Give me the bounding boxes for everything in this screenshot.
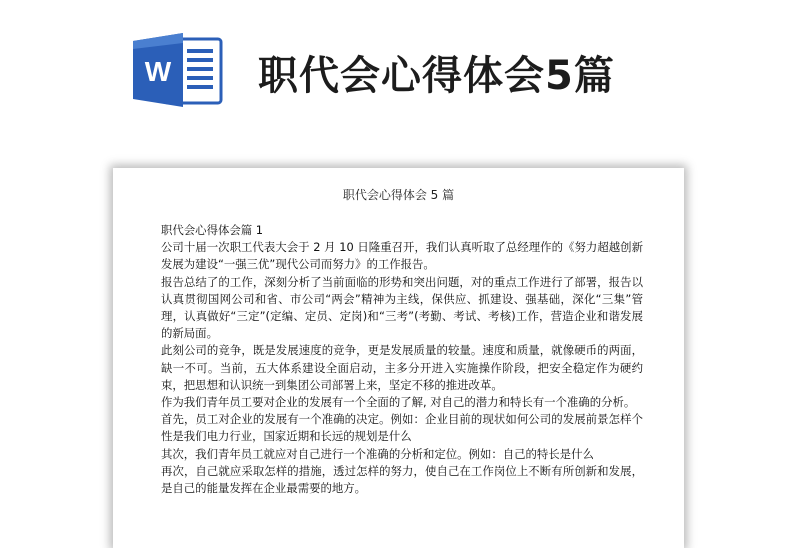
- paragraph: 再次，自己就应采取怎样的措施，透过怎样的努力，使自己在工作岗位上不断有所创新和发展，是自己的能量发挥在企业最需要的地方。: [161, 463, 643, 496]
- document-page: [113, 168, 684, 548]
- banner-header: [0, 0, 800, 160]
- paragraph: 其次，我们青年员工就应对自己进行一个准确的分析和定位。例如：自己的特长是什么: [161, 446, 594, 461]
- paragraph: 报告总结了的工作，深刻分析了当前面临的形势和突出问题，对的重点工作进行了部署，报告以认真贯彻国网公司和省、市公司“两会”精神为主线，保供应、抓建设、强基础，深化“三集”管理，认真做好“三定”(定编、定员、定岗)和“三考”(考勤、考试、考核)工作，营造企业和谐发展的新局面。: [161, 274, 643, 341]
- paragraph: 作为我们青年员工要对企业的发展有一个全面的了解, 对自己的潜力和特长有一个准确的分析。: [161, 395, 636, 410]
- word-icon-letter: W: [144, 56, 172, 87]
- page-title: 职代会心得体会5篇: [258, 53, 615, 99]
- document-title: 职代会心得体会 5 篇: [342, 188, 455, 202]
- paragraph: 首先，员工对企业的发展有一个准确的决定。例如：企业目前的现状如何公司的发展前景怎样个性是我们电力行业，国家近期和长远的规划是什么: [161, 412, 643, 444]
- paragraph: 公司十届一次职工代表大会于 2 月 10 日隆重召开，我们认真听取了总经理作的《努力超越创新发展为建设“一强三优”现代公司而努力》的工作报告。: [161, 240, 643, 272]
- section-heading: 职代会心得体会篇 1: [161, 223, 263, 237]
- paragraph: 此刻公司的竞争，既是发展速度的竞争，更是发展质量的较量。速度和质量，就像硬币的两面，缺一不可。当前，五大体系建设全面启动，主多分开进入实施操作阶段，把安全稳定作为硬约束，把思想和认识统一到集团公司部署上来，坚定不移的推进改革。: [161, 343, 643, 392]
- word-document-icon: [131, 33, 223, 107]
- document-body: [161, 222, 643, 497]
